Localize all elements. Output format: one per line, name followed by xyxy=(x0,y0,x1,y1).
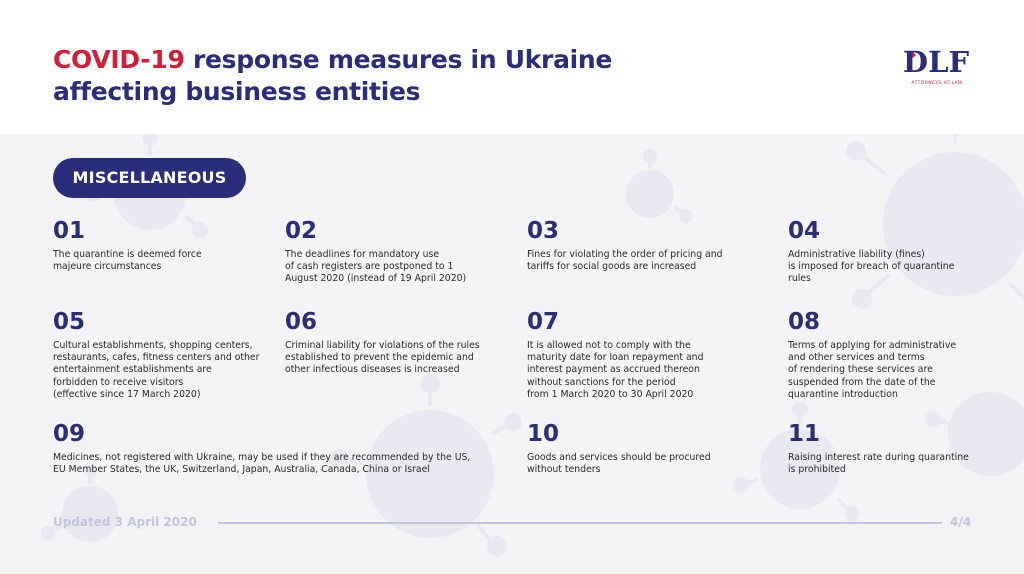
measure-item xyxy=(53,420,513,476)
measure-number: 11 xyxy=(788,421,821,447)
measure-number: 10 xyxy=(527,421,560,447)
title-line1: response measures in Ukraine xyxy=(184,45,613,74)
measure-item xyxy=(788,420,1013,476)
measure-text: Terms of applying for administrative and other services and terms of rendering these services are suspended from the date of the quarantine introduction xyxy=(788,340,957,400)
measure-item xyxy=(285,308,510,377)
measure-number: 05 xyxy=(53,309,86,335)
measure-item xyxy=(527,217,767,273)
measure-item xyxy=(53,308,278,401)
page-number: 4/4 xyxy=(950,515,972,529)
logo-subtitle: ATTORNEYS-AT-LAW xyxy=(911,81,963,86)
measure-item xyxy=(527,308,767,401)
measure-item xyxy=(788,308,1013,401)
measure-text: It is allowed not to comply with the maturity date for loan repayment and interest payment as accrued thereon without sanctions for the period from 1 March 2020 to 30 April 2020 xyxy=(527,340,704,400)
measure-item xyxy=(53,217,273,273)
measure-text: The deadlines for mandatory use of cash registers are postponed to 1 August 2020 (instead of 19 April 2020) xyxy=(285,249,467,285)
measure-text: Raising interest rate during quarantine is prohibited xyxy=(788,452,969,476)
measure-number: 08 xyxy=(788,309,821,335)
measure-number: 06 xyxy=(285,309,318,335)
measure-item xyxy=(285,217,510,286)
measure-text: Cultural establishments, shopping centers, restaurants, cafes, fitness centers and other entertainment establishments are forbidden to receive visitors (effective since 17 March 2020) xyxy=(53,340,260,400)
page-title xyxy=(53,44,612,108)
measure-number: 09 xyxy=(53,421,86,447)
footer-divider xyxy=(218,522,942,524)
section-badge: MISCELLANEOUS xyxy=(53,158,246,198)
logo-name: DLF xyxy=(902,45,970,79)
measure-number: 02 xyxy=(285,218,318,244)
updated-date: Updated 3 April 2020 xyxy=(53,515,197,529)
measure-text: Goods and services should be procured without tenders xyxy=(527,452,711,476)
measure-number: 04 xyxy=(788,218,821,244)
header-bar xyxy=(0,0,1024,134)
measure-text: Medicines, not registered with Ukraine, may be used if they are recommended by the US, EU Member States, the UK, Switzerland, Japan, Australia, Canada, China or Israel xyxy=(53,452,471,476)
title-accent: COVID-19 xyxy=(53,45,185,74)
measure-number: 01 xyxy=(53,218,86,244)
measure-item xyxy=(527,420,767,476)
measure-item xyxy=(788,217,1013,286)
measure-text: Administrative liability (fines) is imposed for breach of quarantine rules xyxy=(788,249,955,285)
measure-text: Criminal liability for violations of the rules established to prevent the epidemic and other infectious diseases is increased xyxy=(285,340,480,376)
measure-number: 07 xyxy=(527,309,560,335)
dlf-logo xyxy=(897,45,977,90)
measure-number: 03 xyxy=(527,218,560,244)
title-line2: affecting business entities xyxy=(53,77,421,106)
measure-text: Fines for violating the order of pricing and tariffs for social goods are increased xyxy=(527,249,723,273)
measure-text: The quarantine is deemed force majeure circumstances xyxy=(53,249,202,273)
